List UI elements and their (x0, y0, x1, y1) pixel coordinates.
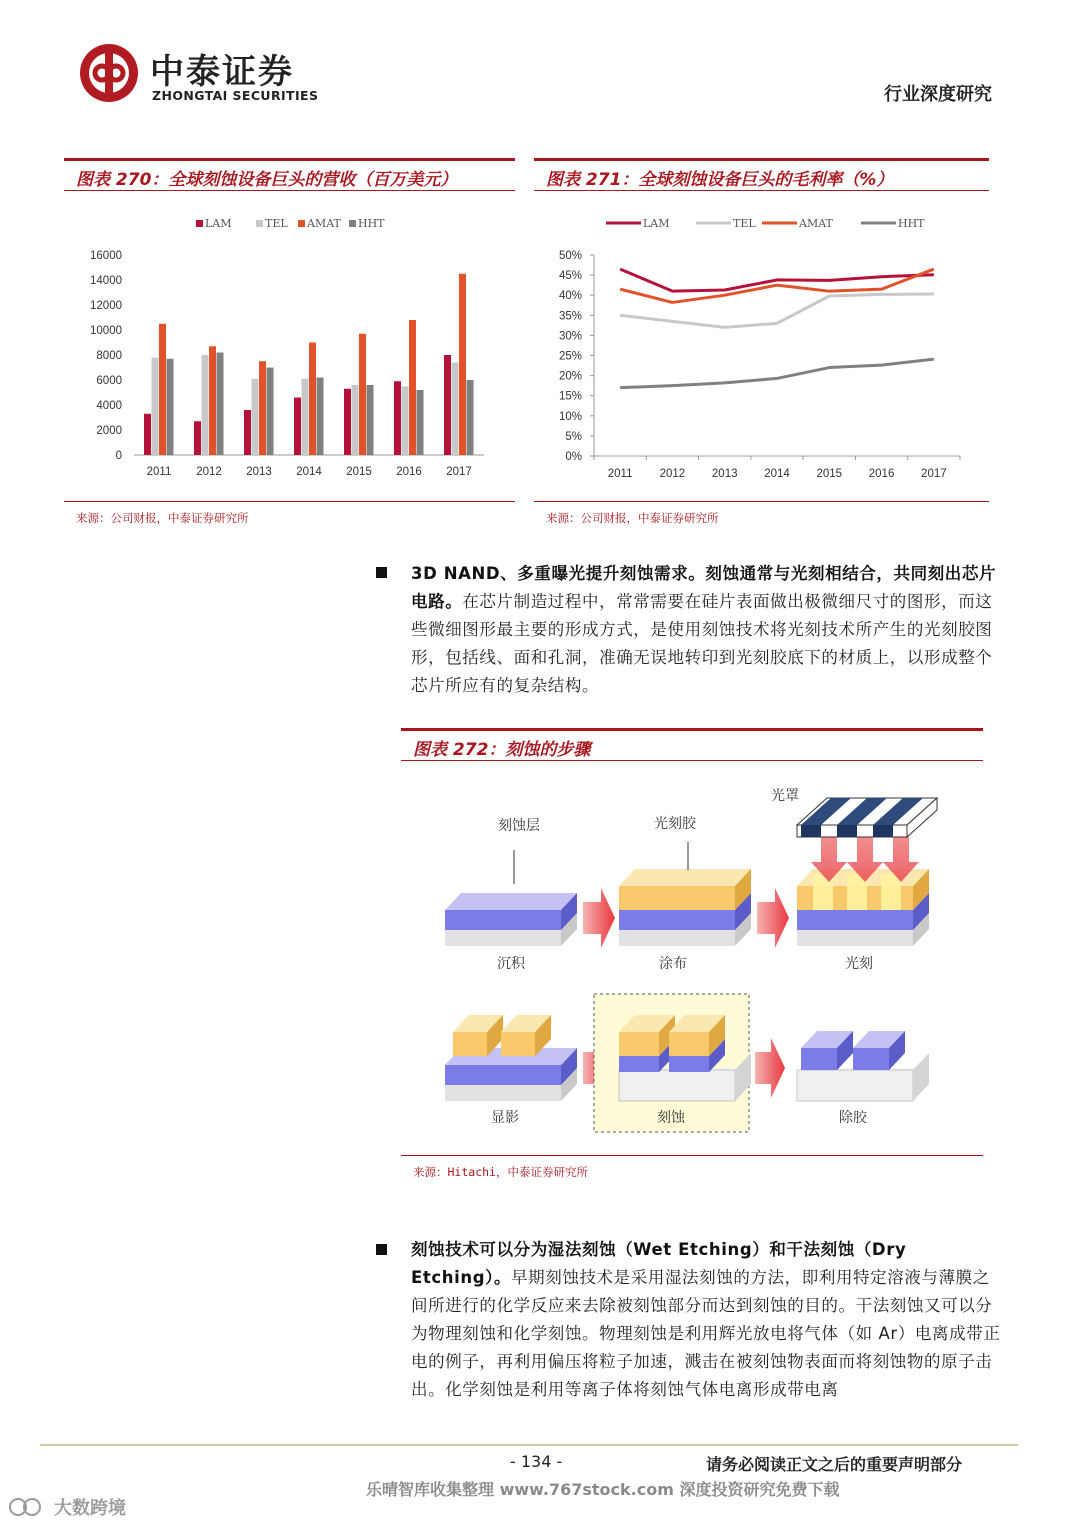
series-line-hht (620, 359, 934, 388)
bar-tel-2013 (252, 379, 259, 455)
mask-label: 光罩 (771, 788, 799, 804)
y-tick-label: 10% (558, 410, 582, 423)
fig271-top-rule (534, 158, 989, 161)
legend-label-tel: TEL (733, 217, 756, 230)
bar-amat-2013 (259, 361, 266, 455)
bar-amat-2011 (159, 324, 166, 455)
y-tick-label: 25% (558, 350, 582, 363)
legend-swatch-lam (196, 220, 203, 227)
fig272-source: 来源：Hitachi，中泰证券研究所 (413, 1165, 588, 1179)
y-tick-label: 8000 (96, 350, 122, 362)
corner-logo-icon (8, 1496, 48, 1518)
bar-lam-2015 (344, 389, 351, 455)
logo-name-en: ZHONGTAI SECURITIES (152, 88, 319, 103)
step-label-deposition: 沉积 (497, 956, 525, 972)
paragraph-etching-demand (411, 560, 1003, 700)
x-tick-label: 2013 (711, 468, 738, 480)
legend-label-hht: HHT (898, 217, 925, 230)
step-arrow-2 (757, 888, 789, 948)
fig270-bottom-rule (64, 501, 515, 502)
corner-watermark (8, 1494, 126, 1520)
legend-swatch-tel (256, 220, 263, 227)
x-tick-label: 2012 (659, 468, 686, 480)
bar-lam-2013 (244, 410, 251, 455)
logo-name-cn: 中泰证券 (150, 52, 294, 92)
bar-tel-2015 (352, 385, 359, 455)
y-tick-label: 10000 (90, 325, 122, 337)
step-label-developing: 显影 (491, 1110, 519, 1126)
fig272-title: 图表 272：刻蚀的步骤 (413, 740, 591, 760)
legend-label-tel: TEL (265, 217, 288, 230)
x-tick-label: 2015 (816, 468, 843, 480)
bullet-1 (376, 567, 387, 578)
y-tick-label: 30% (558, 330, 582, 343)
legend-label-lam: LAM (643, 217, 670, 230)
bar-hht-2014 (317, 378, 324, 456)
step-stripping (797, 1031, 929, 1126)
bar-tel-2016 (402, 386, 409, 455)
legend-label-amat: AMAT (799, 217, 833, 230)
step-arrow-1 (583, 888, 615, 948)
fig272-bottom-rule (401, 1155, 983, 1156)
y-tick-label: 12000 (90, 300, 122, 312)
step-label-lithography: 光刻 (845, 956, 873, 972)
bar-amat-2015 (359, 334, 366, 455)
y-tick-label: 50% (558, 250, 582, 262)
y-tick-label: 20% (558, 370, 582, 383)
bar-lam-2017 (444, 355, 451, 455)
x-tick-label: 2017 (446, 466, 472, 478)
paragraph-2-body: 早期刻蚀技术是采用湿法刻蚀的方法，即利用特定溶液与薄膜之间所进行的化学反应来去除被刻蚀部分而达到刻蚀的目的。干法刻蚀又可以分为物理刻蚀和化学刻蚀。物理刻蚀是利用辉光放电将气体（如 Ar）电离成带正电的例子，再利用偏压将粒子加速，溅击在被刻蚀物表面而将刻蚀物的原子击出。化学刻蚀是利用等离子体将刻蚀气体电离形成带电离 (411, 1268, 1001, 1399)
x-tick-label: 2016 (868, 468, 895, 480)
legend-label-amat: AMAT (307, 217, 341, 230)
company-logo (78, 42, 140, 104)
bar-hht-2012 (217, 353, 224, 456)
step-etching (594, 994, 751, 1132)
x-tick-label: 2016 (396, 466, 422, 478)
watermark-text: 乐晴智库收集整理 www.767stock.com 深度投资研究免费下载 (366, 1480, 840, 1499)
bar-tel-2014 (302, 379, 309, 455)
bar-tel-2011 (152, 358, 159, 456)
legend-label-lam: LAM (205, 217, 232, 230)
step-label-stripping: 除胶 (839, 1110, 867, 1126)
y-tick-label: 6000 (96, 375, 122, 387)
y-tick-label: 5% (565, 430, 582, 443)
legend-swatch-amat (298, 220, 305, 227)
x-tick-label: 2014 (764, 468, 790, 480)
fig270-title: 图表 270：全球刻蚀设备巨头的营收（百万美元） (76, 170, 458, 190)
series-line-tel (620, 294, 934, 327)
step-deposition (445, 817, 577, 972)
bullet-2 (376, 1244, 387, 1255)
y-tick-label: 35% (558, 310, 582, 323)
document-type: 行业深度研究 (884, 84, 992, 105)
y-tick-label: 40% (558, 290, 582, 303)
x-tick-label: 2017 (921, 468, 947, 480)
y-tick-label: 16000 (90, 250, 122, 262)
bar-hht-2017 (467, 380, 474, 455)
legend-label-hht: HHT (358, 217, 385, 230)
step-arrow-4 (755, 1038, 785, 1098)
photoresist-label: 光刻胶 (654, 816, 696, 832)
fig270-top-rule (64, 158, 515, 161)
y-tick-label: 4000 (96, 400, 122, 412)
y-tick-label: 0% (565, 451, 582, 463)
gross-margin-line-chart (534, 200, 989, 490)
bar-tel-2012 (202, 355, 209, 455)
bar-hht-2013 (267, 368, 274, 456)
legend-swatch-hht (349, 220, 356, 227)
x-tick-label: 2014 (296, 466, 322, 478)
footer-rule (40, 1444, 1018, 1446)
fig271-bottom-rule (534, 501, 989, 502)
fig271-title: 图表 271：全球刻蚀设备巨头的毛利率（%） (546, 170, 894, 190)
step-label-etching: 刻蚀 (657, 1110, 685, 1126)
y-tick-label: 45% (558, 270, 582, 283)
etch-layer-label: 刻蚀层 (498, 818, 540, 834)
bar-hht-2015 (367, 385, 374, 455)
y-tick-label: 15% (558, 390, 582, 403)
etching-steps-diagram (401, 770, 983, 1150)
page-number: - 134 - (510, 1452, 563, 1471)
paragraph-2-lead: 刻蚀技术可以分为湿法刻蚀（Wet Etching）和干法刻蚀（Dry Etching）。 (411, 1240, 907, 1287)
fig270-source: 来源：公司财报，中泰证券研究所 (76, 511, 249, 525)
x-tick-label: 2011 (146, 466, 172, 478)
bar-tel-2017 (452, 363, 459, 456)
fig270-title-rule (64, 190, 515, 191)
series-line-amat (620, 269, 934, 302)
bar-lam-2012 (194, 421, 201, 455)
disclaimer-note: 请务必阅读正文之后的重要声明部分 (706, 1455, 963, 1474)
bar-lam-2011 (144, 414, 151, 455)
paragraph-1-body: 在芯片制造过程中，常常需要在硅片表面做出极微细尺寸的图形，而这些微细图形最主要的形成方式，是使用刻蚀技术将光刻技术所产生的光刻胶图形，包括线、面和孔洞，准确无误地转印到光刻胶底下的材质上，以形成整个芯片所应有的复杂结构。 (411, 592, 993, 695)
x-tick-label: 2012 (196, 466, 222, 478)
fig271-source: 来源：公司财报，中泰证券研究所 (546, 511, 719, 525)
paragraph-etching-types (411, 1236, 1003, 1404)
bar-amat-2017 (459, 274, 466, 455)
revenue-bar-chart (64, 200, 515, 490)
step-coating (619, 815, 751, 972)
step-label-coating: 涂布 (659, 956, 687, 972)
x-tick-label: 2013 (246, 466, 272, 478)
bar-amat-2014 (309, 343, 316, 456)
y-tick-label: 0 (115, 450, 122, 462)
corner-mark-text: 大数跨境 (54, 1498, 126, 1519)
bar-amat-2012 (209, 346, 216, 455)
bar-lam-2014 (294, 398, 301, 456)
fig272-top-rule (401, 728, 983, 731)
bar-amat-2016 (409, 320, 416, 455)
fig272-title-rule (401, 760, 983, 761)
logo-icon (78, 42, 140, 104)
x-tick-label: 2011 (607, 468, 633, 480)
bar-lam-2016 (394, 381, 401, 455)
x-tick-label: 2015 (346, 466, 372, 478)
bar-hht-2016 (417, 390, 424, 455)
fig271-title-rule (534, 190, 989, 191)
y-tick-label: 14000 (90, 275, 122, 287)
step-lithography (771, 787, 937, 972)
bar-hht-2011 (167, 359, 174, 455)
y-tick-label: 2000 (96, 425, 122, 437)
paragraph-1-lead: 3D NAND、多重曝光提升刻蚀需求。刻蚀通常与光刻相结合，共同刻出芯片电路。 (411, 564, 997, 611)
step-developing (445, 1015, 577, 1126)
